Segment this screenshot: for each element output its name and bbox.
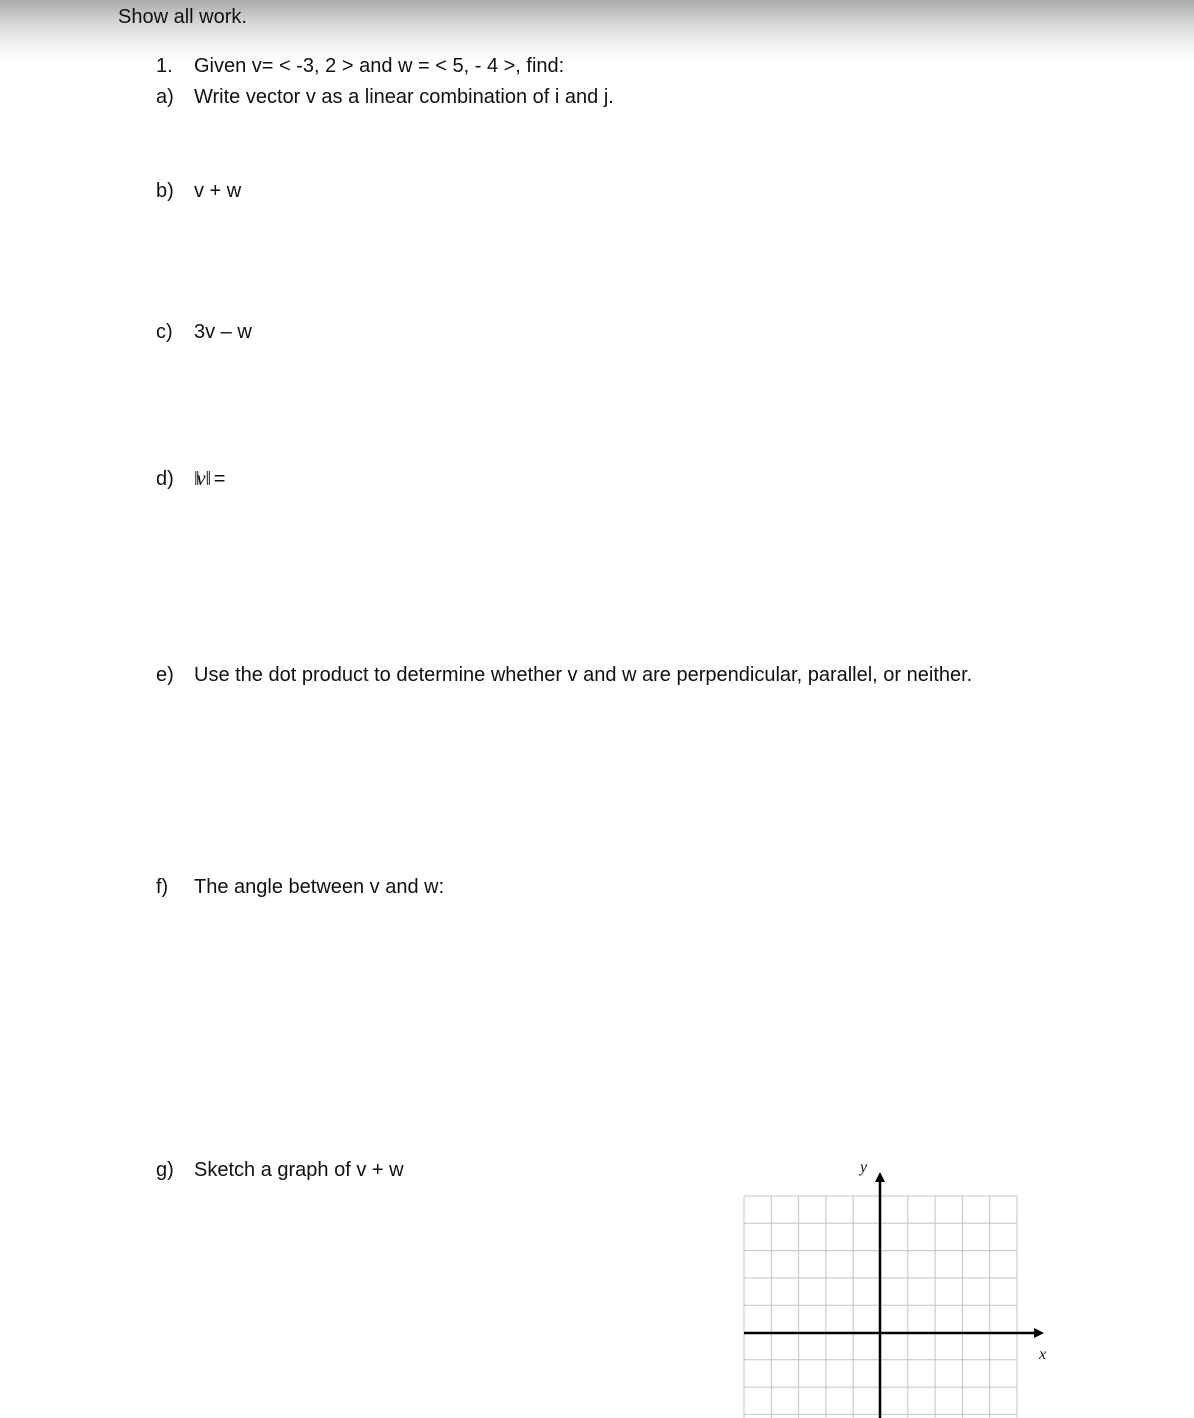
- coordinate-grid: [740, 1158, 1050, 1418]
- y-axis-arrow: [875, 1172, 885, 1182]
- part-label: e): [156, 664, 174, 686]
- part-label: f): [156, 876, 169, 898]
- part-text: Write vector v as a linear combination of i and j.: [194, 86, 614, 108]
- part-label: c): [156, 321, 173, 343]
- part-text: The angle between v and w:: [194, 876, 445, 898]
- coordinate-grid-svg: [740, 1158, 1050, 1418]
- x-axis-arrow: [1034, 1328, 1044, 1338]
- problem-prompt-text: Given v= < -3, 2 > and w = < 5, - 4 >, find:: [194, 55, 565, 77]
- part-f: [156, 875, 444, 899]
- part-g: [156, 1158, 404, 1182]
- part-text: Use the dot product to determine whether v and w are perpendicular, parallel, or neither.: [194, 664, 973, 686]
- x-axis-label: x: [1039, 1346, 1047, 1363]
- instruction-text: Show all work.: [118, 6, 247, 28]
- part-text: 3v – w: [194, 321, 252, 343]
- problem-number: 1.: [156, 55, 173, 77]
- norm-expression: ‖v‖: [194, 468, 209, 490]
- part-label: g): [156, 1159, 174, 1181]
- part-text: v + w: [194, 180, 242, 202]
- problem-1-prompt: [156, 54, 564, 78]
- part-e: [156, 663, 972, 687]
- part-b: [156, 179, 241, 203]
- part-label: b): [156, 180, 174, 202]
- part-a: [156, 85, 614, 109]
- part-c: [156, 320, 252, 344]
- part-d: [156, 467, 225, 491]
- y-axis-label: y: [860, 1159, 868, 1176]
- part-label: d): [156, 468, 174, 490]
- norm-variable: v: [196, 468, 206, 490]
- part-text: Sketch a graph of v + w: [194, 1159, 404, 1181]
- part-label: a): [156, 86, 174, 108]
- equals-sign: =: [213, 468, 226, 490]
